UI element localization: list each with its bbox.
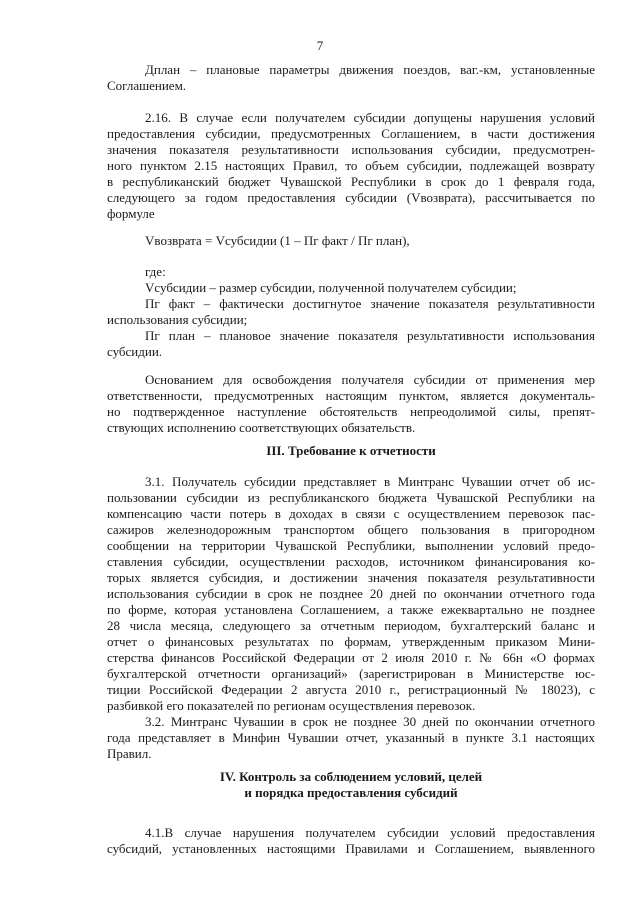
section-4-heading-line: и порядка предоставления субсидий	[244, 785, 458, 800]
text-line: торых является субсидия, и достижении значения показателя результативности	[107, 570, 595, 585]
text-line: использования субсидии;	[107, 312, 248, 327]
text-line: разбивкой его показателей по регионам осуществления перевозок.	[107, 698, 476, 713]
plan-params-definition	[107, 62, 595, 94]
text-line: Основанием для освобождения получателя субсидии от применения мер	[145, 372, 595, 387]
text-line: 4.1.В случае нарушения получателем субсидии условий предоставления	[145, 825, 595, 840]
text-line: в республиканский бюджет Чувашской Республики в срок до 1 февраля года,	[107, 174, 595, 189]
text-line: Пг план – плановое значение показателя результативности использования	[145, 328, 595, 343]
text-line: по форме, которая установлена Соглашением, а также ежеквартально не позднее	[107, 602, 595, 617]
section-4-heading-line: IV. Контроль за соблюдением условий, целей	[219, 769, 483, 784]
text-line: где:	[145, 264, 166, 279]
text-line: пользовании субсидии из республиканского бюджета Чувашской Республики на	[107, 490, 595, 505]
text-line: тиции Российской Федерации 2 августа 2010 г., регистрационный № 18023), с	[107, 682, 595, 697]
text-line: отчет о финансовых результатах по формам, утвержденным приказом Мини-	[107, 634, 595, 649]
formula	[107, 233, 595, 249]
text-line: 3.2. Минтранс Чувашии в срок не позднее 30 дней по окончании отчетного	[145, 714, 595, 729]
text-line: бухгалтерской отчетности организаций» (зарегистрирован в Министерстве юс-	[107, 666, 595, 681]
text-line: субсидий, установленных настоящими Правилами и Соглашением, выявленного	[107, 841, 595, 856]
formula-text: Vвозврата = Vсубсидии (1 – Пг факт / Пг план),	[145, 233, 410, 248]
text-line: года представляет в Минфин Чувашии отчет, указанный в пункте 3.1 настоящих	[107, 730, 595, 745]
text-line: компенсацию части потерь в доходах в связи с осуществлением перевозок пас-	[107, 506, 595, 521]
text-line: ного пунктом 2.15 настоящих Правил, то объем субсидии, подлежащей возврату	[107, 158, 595, 173]
text-line: 3.1. Получатель субсидии представляет в Минтранс Чувашии отчет об ис-	[145, 474, 595, 489]
paragraph-3-1	[107, 474, 595, 714]
text-line: предоставления субсидии, предусмотренных Соглашением, в части достижения	[107, 126, 595, 141]
text-line: следующего за годом предоставления субсидии (Vвозврата), рассчитывается по	[107, 190, 595, 205]
text-line: Пг факт – фактически достигнутое значение показателя результативности	[145, 296, 595, 311]
text-line: ствующих исполнению соответствующих обязательств.	[107, 420, 416, 435]
text-line: стерства финансов Российской Федерации от 2 июля 2010 г. № 66н «О формах	[107, 650, 595, 665]
text-line: ответственности, предусмотренных настоящим пунктом, является документаль-	[107, 388, 595, 403]
page-number: 7	[316, 38, 324, 53]
text-line: но подтвержденное наступление обстоятельств непреодолимой силы, препят-	[107, 404, 595, 419]
paragraph-3-2	[107, 714, 595, 762]
formula-definitions	[107, 264, 595, 360]
text-line: Правил.	[107, 746, 152, 761]
text-line: субсидии.	[107, 344, 163, 359]
text-line: Соглашением.	[107, 78, 187, 93]
text-line: значения показателя результативности использования субсидии, предусмотрен-	[107, 142, 595, 157]
paragraph-4-1	[107, 825, 595, 857]
force-majeure-paragraph	[107, 372, 595, 436]
text-line: использования субсидии в срок не позднее 20 дней по окончании отчетного года	[107, 586, 595, 601]
text-line: Vсубсидии – размер субсидии, полученной получателем субсидии;	[145, 280, 517, 295]
section-3-heading: III. Требование к отчетности	[266, 443, 436, 458]
text-line: 28 числа месяца, следующего за отчетным периодом, бухгалтерский баланс и	[107, 618, 595, 633]
text-line: 2.16. В случае если получателем субсидии допущены нарушения условий	[145, 110, 595, 125]
text-line: Дплан – плановые параметры движения поездов, ваг.-км, установленные	[145, 62, 595, 77]
paragraph-2-16	[107, 110, 595, 222]
section-4-heading	[0, 769, 640, 801]
text-line: ставления субсидии, осуществлении расходов, источником финансирования ко-	[107, 554, 595, 569]
text-line: сажиров железнодорожным транспортом общего пользования в пригородном	[107, 522, 595, 537]
text-line: сообщении на территории Чувашской Республики, выполнении условий предо-	[107, 538, 595, 553]
text-line: формуле	[107, 206, 155, 221]
